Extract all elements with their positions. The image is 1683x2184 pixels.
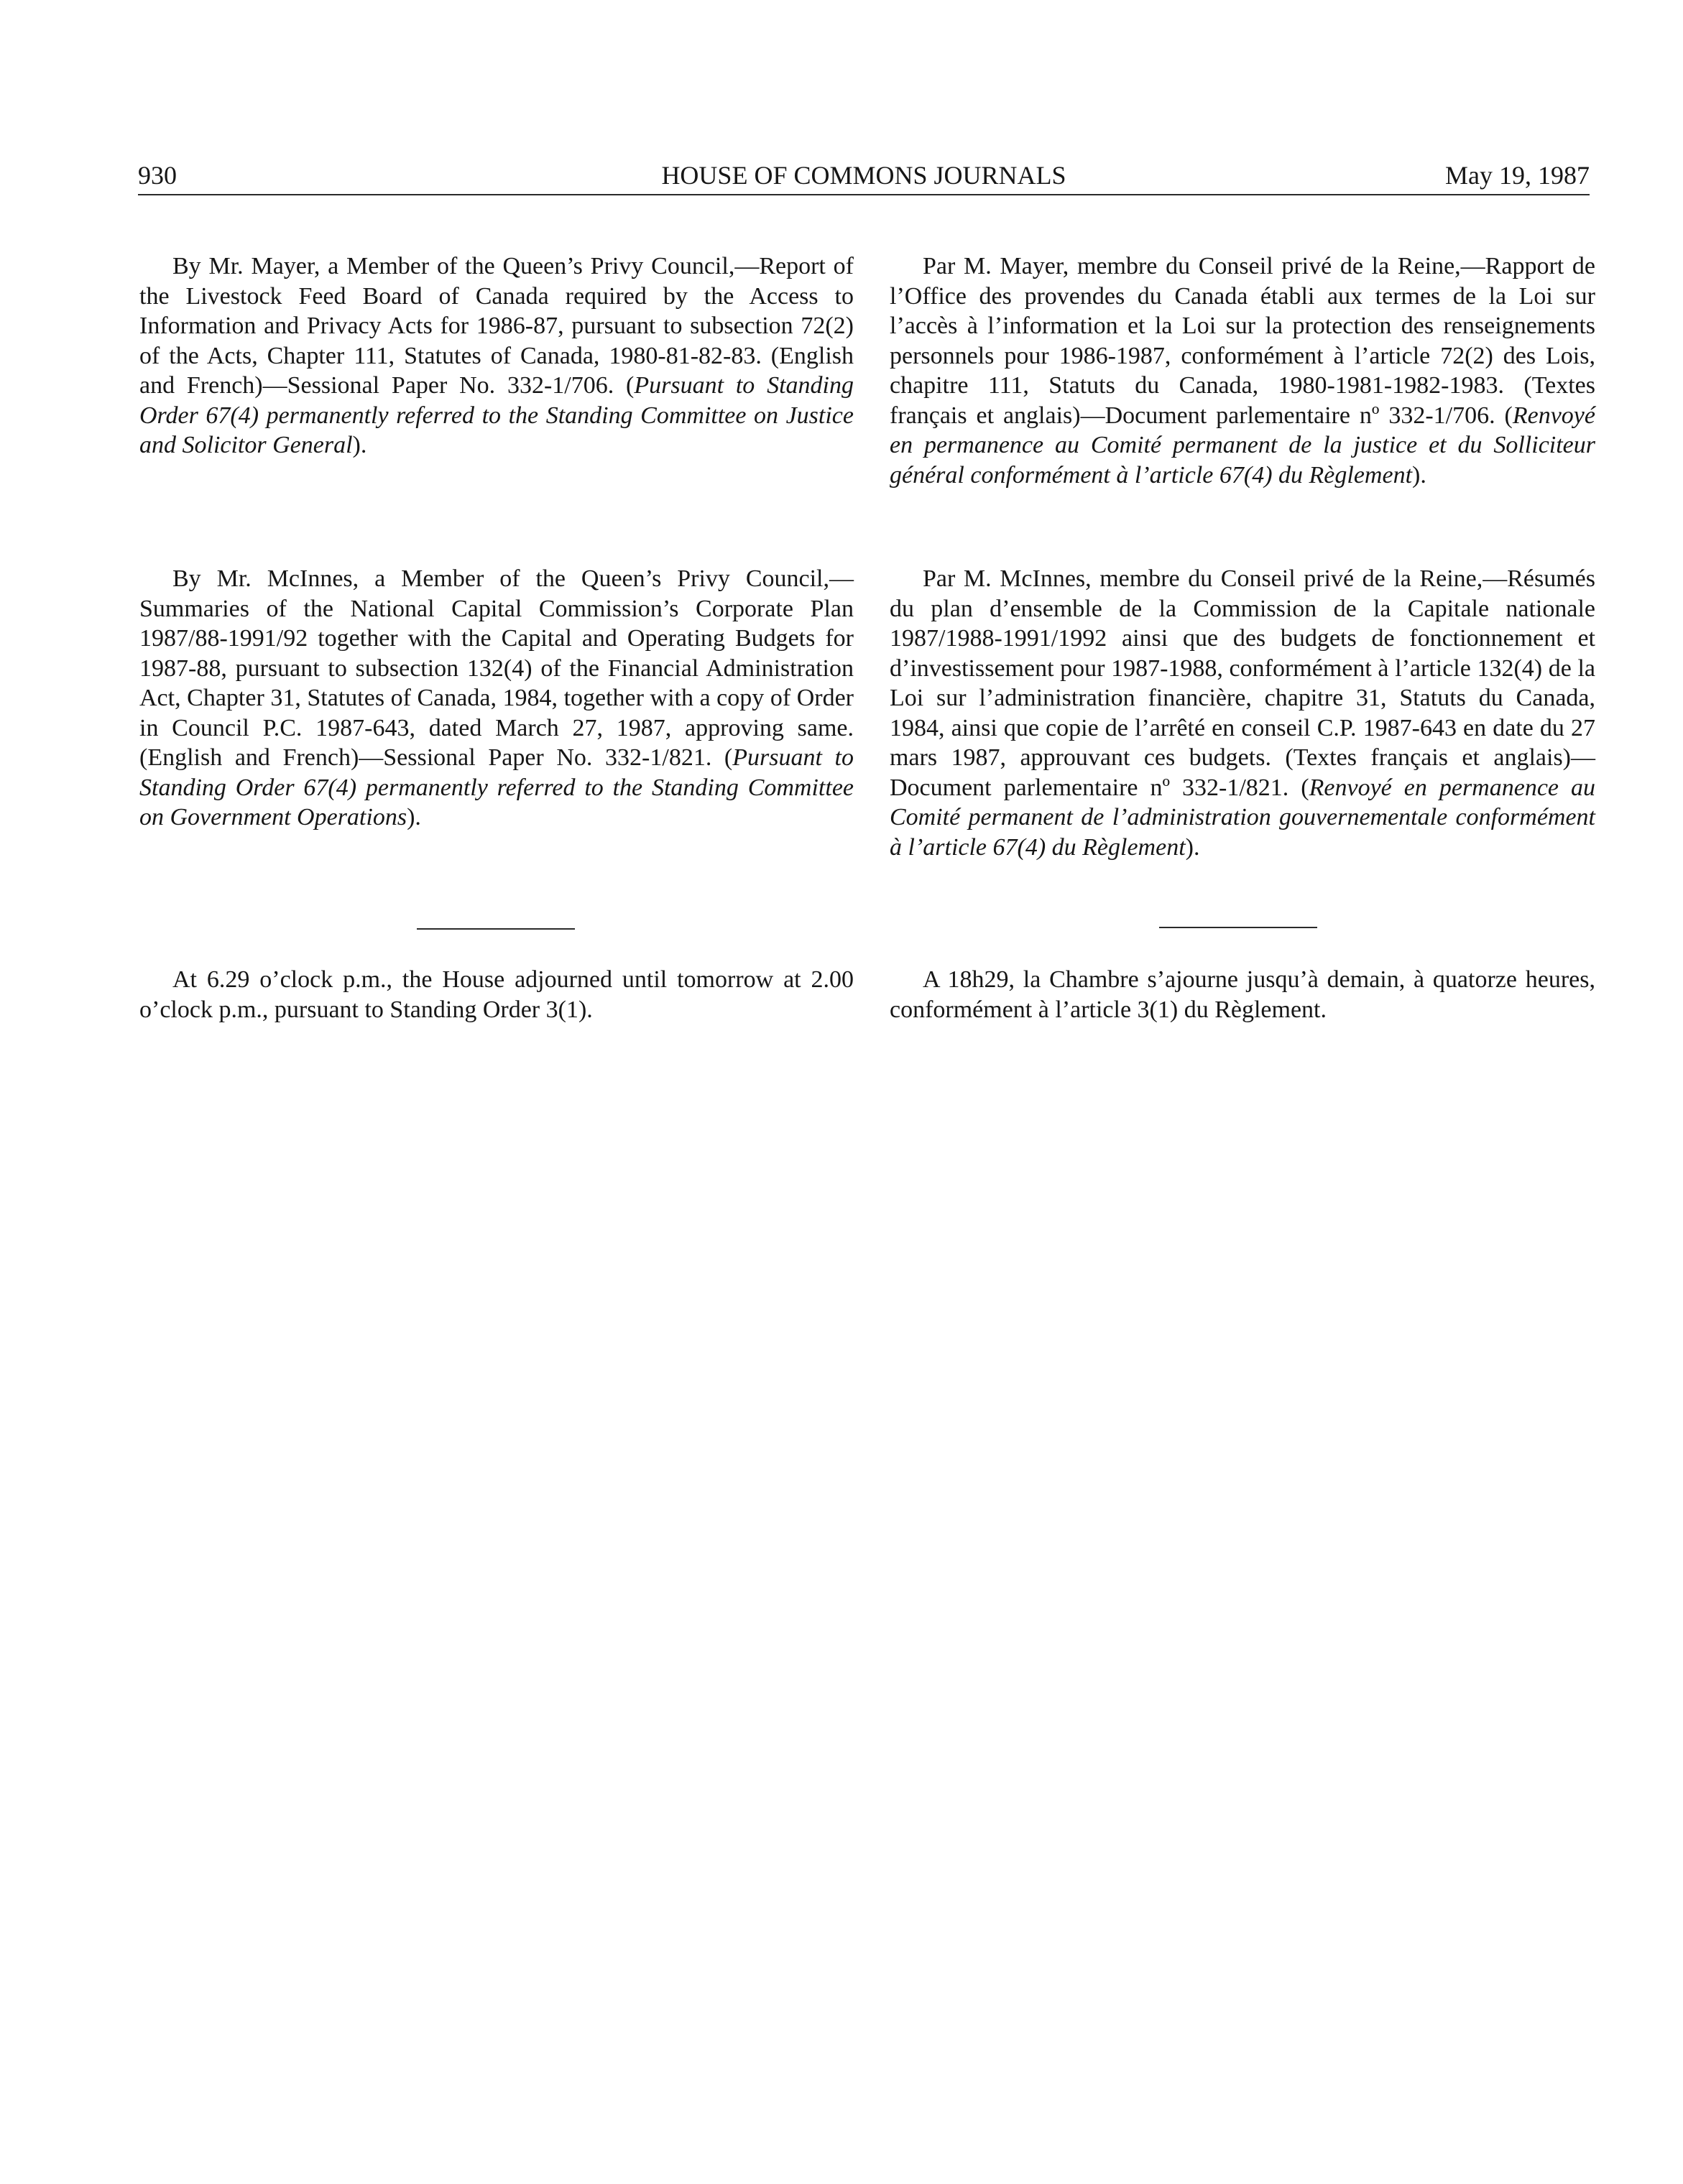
english-entry-mayer-text: By Mr. Mayer, a Member of the Queen’s Privy Council,—Report of the Livestock Feed Board of Canada required by the Access to Information and Privacy Acts for 1986-87, pursuant to subsection 72(2) of the Acts, Chapter 111, Statutes of Canada, 1980-81-82-83. (English and French)—Sessional Paper No. 332-1/706. ( [139,253,854,399]
english-entry-mcinnes-text: By Mr. McInnes, a Member of the Queen’s Privy Council,—Summaries of the National Capital Commission’s Corporate Plan 1987/88-1991/92 together with the Capital and Operating Budgets for 1987-88, pursuant to subsection 132(4) of the Financial Administration Act, Chapter 31, Statutes of Canada, 1984, together with a copy of Order in Council P.C. 1987-643, dated March 27, 1987, approving same. (English and French)—Sessional Paper No. 332-1/821. ( [139,565,854,771]
english-adjournment: At 6.29 o’clock p.m., the House adjourned until tomorrow at 2.00 o’clock p.m., pursuant to Standing Order 3(1). [139,966,854,1023]
french-entry-mcinnes-referral: Renvoyé en permanence au Comité permanent de l’administration gouvernementale conformément à l’article 67(4) du Règlement [890,774,1595,861]
page-number: 930 [138,161,177,190]
french-entry-mayer-text: Par M. Mayer, membre du Conseil privé de la Reine,—Rapport de l’Office des provendes du Canada établi aux termes de la Loi sur l’accès à l’information et la Loi sur la protection des renseignements personnels pour 1986-1987, conformément à l’article 72(2) des Lois, chapitre 111, Statuts du Canada, 1980-1981-1982-1983. (Textes français et anglais)—Document parlementaire nº 332-1/706. ( [890,253,1595,429]
english-entry-mcinnes-tail: ). [407,804,421,830]
page-header [138,157,1590,194]
french-entry-mayer-referral: Renvoyé en permanence au Comité permanent de la justice et du Solliciteur général conformément à l’article 67(4) du Règlement [890,402,1595,489]
french-entry-mcinnes [890,564,1595,862]
english-entry-mayer [139,251,854,461]
english-section-separator [417,928,575,930]
english-entry-mayer-tail: ). [352,432,367,458]
page-date: May 19, 1987 [1445,161,1590,190]
french-entry-mayer-tail: ). [1412,461,1426,489]
french-entry-mcinnes-tail: ). [1185,833,1200,861]
french-adjournment: A 18h29, la Chambre s’ajourne jusqu’à demain, à quatorze heures, conformément à l’article 3(1) du Règlement. [890,966,1595,1023]
header-rule [138,194,1590,195]
french-entry-mayer [890,251,1595,490]
french-section-separator [1159,927,1317,928]
journal-title: HOUSE OF COMMONS JOURNALS [661,161,1066,190]
english-entry-mayer-referral: Pursuant to Standing Order 67(4) permanently referred to the Standing Committee on Justice and Solicitor General [139,372,854,458]
french-entry-mcinnes-text: Par M. McInnes, membre du Conseil privé de la Reine,—Résumés du plan d’ensemble de la Commission de la Capitale nationale 1987/1988-1991/1992 ainsi que des budgets de fonctionnement et d’investissement pour 1987-1988, conformément à l’article 132(4) de la Loi sur l’administration financière, chapitre 31, Statuts du Canada, 1984, ainsi que copie de l’arrêté en conseil C.P. 1987-643 en date du 27 mars 1987, approuvant ces budgets. (Textes français et anglais)—Document parlementaire nº 332-1/821. ( [890,565,1595,801]
english-entry-mcinnes [139,564,854,833]
english-entry-mcinnes-referral: Pursuant to Standing Order 67(4) permanently referred to the Standing Committee on Government Operations [139,744,854,830]
